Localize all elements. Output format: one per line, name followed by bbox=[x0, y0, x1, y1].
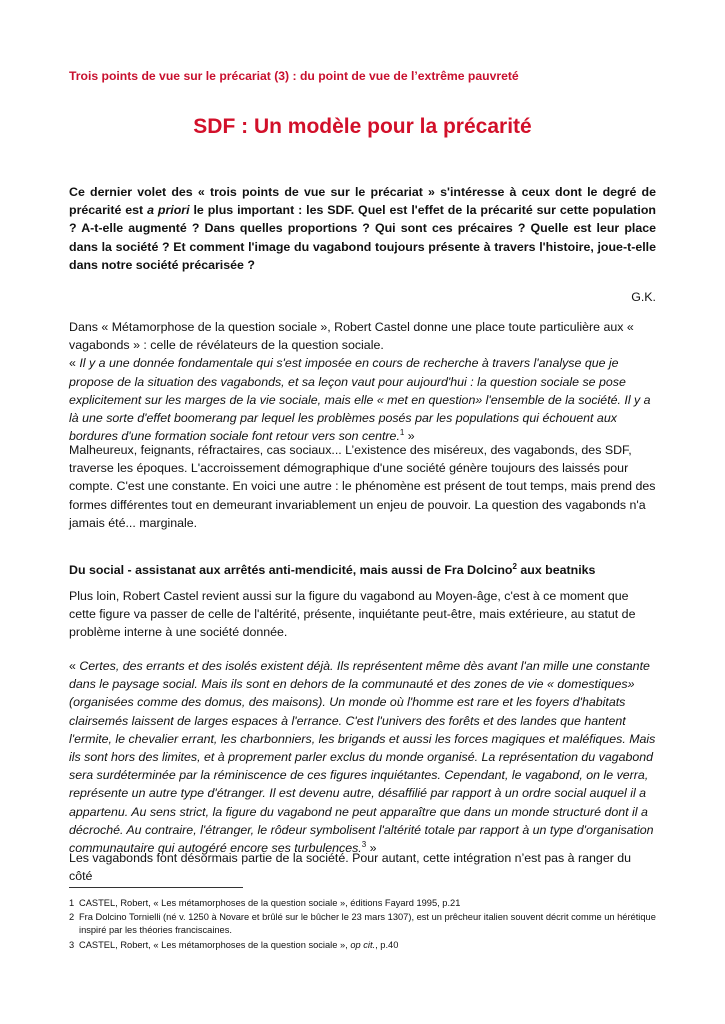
series-kicker: Trois points de vue sur le précariat (3) : du point de vue de l’extrême pauvreté bbox=[69, 69, 519, 83]
footnote-text-a: CASTEL, Robert, « Les métamorphoses de la question sociale », bbox=[79, 939, 351, 950]
quote-open: « bbox=[69, 356, 80, 371]
quote-close: » bbox=[404, 429, 415, 444]
intro-text-a: Ce dernier volet des « trois points de vue sur le précariat » s'intéresse à ceux dont le degré de précarité est bbox=[69, 185, 656, 218]
footnote-ref-3[interactable]: 3 bbox=[361, 839, 367, 849]
footnote-number: 1 bbox=[69, 898, 75, 908]
author-signature: G.K. bbox=[631, 290, 656, 304]
footnotes bbox=[69, 897, 659, 952]
paragraph-integration: Les vagabonds font désormais partie de la société. Pour autant, cette intégration n’est pas à ranger du côté bbox=[69, 851, 632, 884]
paragraph-moyen-age: Plus loin, Robert Castel revient aussi sur la figure du vagabond au Moyen-âge, c'est à ce moment que cette figure va passer de celle de l'altérité, présente, inquiétante peut-être, mais extérieure, au statut de problème interne à une société donnée. bbox=[69, 589, 636, 640]
footnote-2 bbox=[69, 911, 659, 937]
quote-close: » bbox=[366, 841, 377, 856]
footnote-number: 2 bbox=[69, 912, 75, 923]
footnote-1 bbox=[69, 897, 659, 910]
paragraph-miseres: Malheureux, feignants, réfractaires, cas sociaux... L’existence des miséreux, des vagabonds, des SDF, traverse les époques. L'accroissement démographique d'une société génère toujours des laissés pour compte. C'est une constante. En voici une autre : le phénomène est présent de tout temps, mais prend des formes différentes tout en demeurant invariablement un enjeu de pouvoir. La question des vagabonds n'a jamais été... marginale. bbox=[69, 443, 656, 530]
article-title: SDF : Un modèle pour la précarité bbox=[193, 115, 532, 138]
footnote-text-b: , p.40 bbox=[375, 939, 399, 950]
heading-text-b: aux beatniks bbox=[516, 563, 596, 577]
footnote-number: 3 bbox=[69, 939, 75, 950]
footnote-text: CASTEL, Robert, « Les métamorphoses de la question sociale », éditions Fayard 1995, p.21 bbox=[79, 898, 461, 908]
castel-quote-2 bbox=[69, 657, 656, 857]
quote-open: « bbox=[69, 659, 80, 673]
footnote-text: Fra Dolcino Tornielli (né v. 1250 à Novare et brûlé sur le bûcher le 23 mars 1307), est un prêcheur italien souvent décrit comme un hérétique inspiré par les théories franciscaines. bbox=[79, 912, 656, 936]
footnote-ref-1[interactable]: 1 bbox=[399, 428, 405, 438]
intro-paragraph bbox=[69, 183, 656, 274]
intro-italic: a priori bbox=[147, 203, 190, 218]
paragraph-castel-intro bbox=[69, 318, 656, 445]
footnote-3 bbox=[69, 939, 659, 952]
footnote-ref-2[interactable]: 2 bbox=[512, 561, 517, 571]
footnote-italic: op cit. bbox=[350, 939, 376, 950]
paragraph-text: Dans « Métamorphose de la question sociale », Robert Castel donne une place toute particulière aux « vagabonds » : celle de révélateurs de la question sociale. bbox=[69, 320, 634, 353]
quote-text: Certes, des errants et des isolés existent déjà. Ils représentent même dès avant l'an mille une constante dans le paysage social. Mais ils sont en dehors de la communauté et des zones de vie « domestiques» (organisées comme des domus, des maisons). Un monde où l'homme est rare et les foyers d'habitats clairsemés laissent de larges espaces à l'errance. C'est l'univers des forêts et des landes que hantent l'ermite, le chevalier errant, les charbonniers, les brigands et aussi les forces magiques et maléfiques. Mais ils sont hors des limites, et à proprement parler exclus du monde organisé. La représentation du vagabond sera surdéterminée par la réminiscence de ces figures inquiétantes. Cependant, le vagabond, on le verra, représente un autre type d'étranger. Il est devenu autre, désaffilié par rapport à un ordre social auquel il a appartenu. Au sens strict, la figure du vagabond ne peut apparaître que dans un monde structuré dont il a décroché. Au contraire, l'étranger, le rôdeur symbolisent l'altérité totale par rapport à un type d'organisation communautaire qui autogéré encore ses turbulences. bbox=[69, 659, 656, 856]
section-heading bbox=[69, 563, 669, 577]
heading-text-a: Du social - assistanat aux arrêtés anti-mendicité, mais aussi de Fra Dolcino bbox=[69, 563, 513, 577]
castel-quote-1: Il y a une donnée fondamentale qui s'est imposée en cours de recherche à travers l'analyse que je propose de la situation des vagabonds, et sa leçon vaut pour aujourd'hui : la question sociale se pose explicitement sur les marges de la vie sociale, mais elle « met en question» l'ensemble de la société. Il y a là une sorte d'effet boomerang par lequel les problèmes posés par les populations qui échouent aux bordures d'une formation sociale font retour vers son centre. bbox=[69, 356, 651, 444]
intro-text-b: le plus important : les SDF. Quel est l'effet de la précarité sur cette population ? A-t-elle augmenté ? Dans quelles proportions ? Qui sont ces précaires ? Quelle est leur place dans la société ? Et comment l'image du vagabond toujours présente à travers l'histoire, joue-t-elle dans notre société précarisée ? bbox=[69, 203, 656, 272]
footnote-divider bbox=[69, 887, 243, 888]
